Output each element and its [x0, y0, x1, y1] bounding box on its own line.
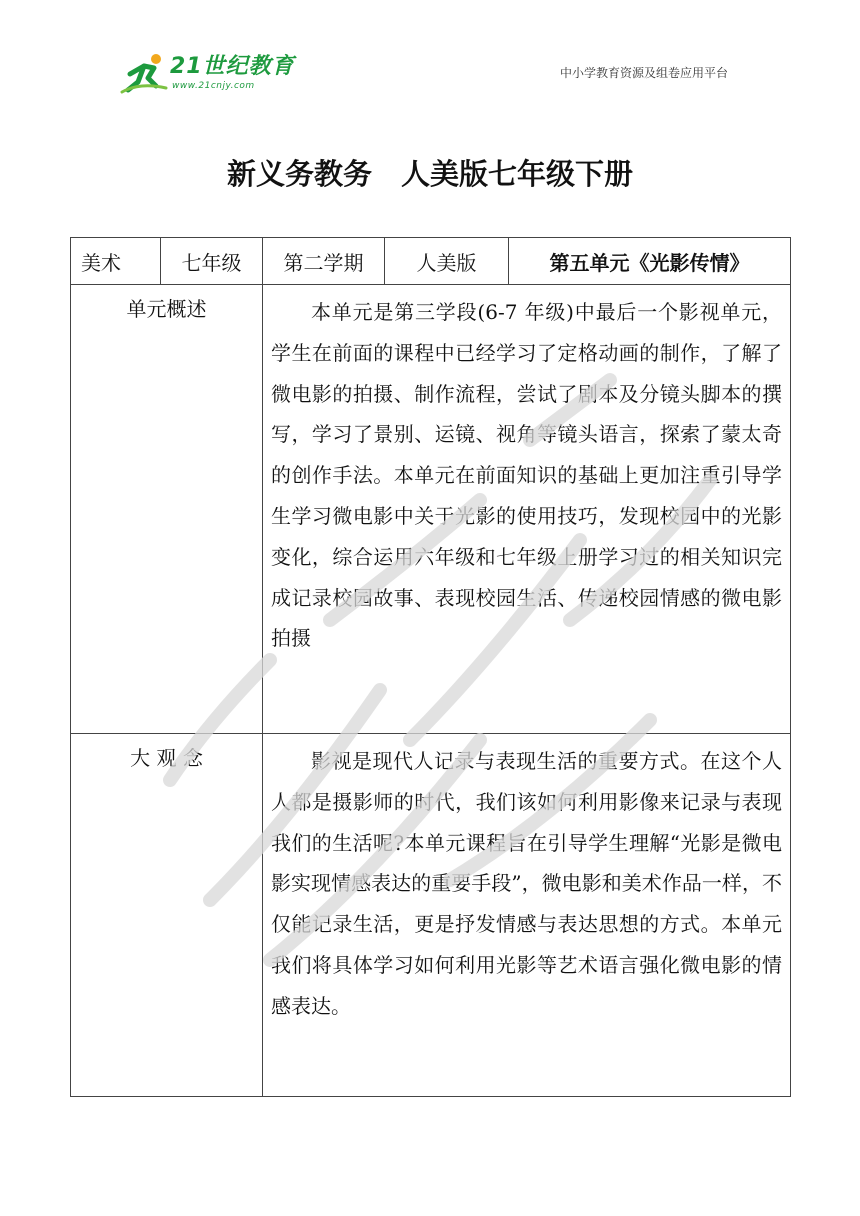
meta-row: [71, 238, 791, 285]
section-row-big-idea: [71, 734, 791, 1097]
page-title: 新义务教务 人美版七年级下册: [226, 157, 633, 191]
section-label-overview: 单元概述: [71, 285, 263, 734]
section-label-big-idea: 大 观 念: [71, 734, 263, 1097]
section-text-overview: 本单元是第三学段(6-7 年级)中最后一个影视单元，学生在前面的课程中已经学习了定格动画的制作，了解了微电影的拍摄、制作流程，尝试了剧本及分镜头脚本的撰写，学习了景别、运镜、视角等镜头语言，探索了蒙太奇的创作手法。本单元在前面知识的基础上更加注重引导学生学习微电影中关于光影的使用技巧，发现校园中的光影变化，综合运用六年级和七年级上册学习过的相关知识完成记录校园故事、表现校园生活、传递校园情感的微电影拍摄: [263, 285, 791, 734]
section-row-overview: [71, 285, 791, 734]
runner-logo-icon: [120, 52, 168, 94]
lesson-table: [70, 237, 791, 1097]
site-logo: [120, 52, 295, 96]
subject-cell: 美术: [71, 238, 161, 285]
logo-url: www.21cnjy.com: [172, 81, 255, 91]
logo-text: 21世纪教育: [170, 54, 295, 79]
edition-cell: 人美版: [385, 238, 509, 285]
header-tagline: 中小学教育资源及组卷应用平台: [559, 66, 728, 80]
grade-cell: 七年级: [161, 238, 263, 285]
semester-cell: 第二学期: [263, 238, 385, 285]
unit-title-cell: 第五单元《光影传情》: [509, 238, 791, 285]
section-text-big-idea: 影视是现代人记录与表现生活的重要方式。在这个人人都是摄影师的时代，我们该如何利用影像来记录与表现我们的生活呢?本单元课程旨在引导学生理解“光影是微电影实现情感表达的重要手段”，微电影和美术作品一样，不仅能记录生活，更是抒发情感与表达思想的方式。本单元我们将具体学习如何利用光影等艺术语言强化微电影的情感表达。: [263, 734, 791, 1097]
